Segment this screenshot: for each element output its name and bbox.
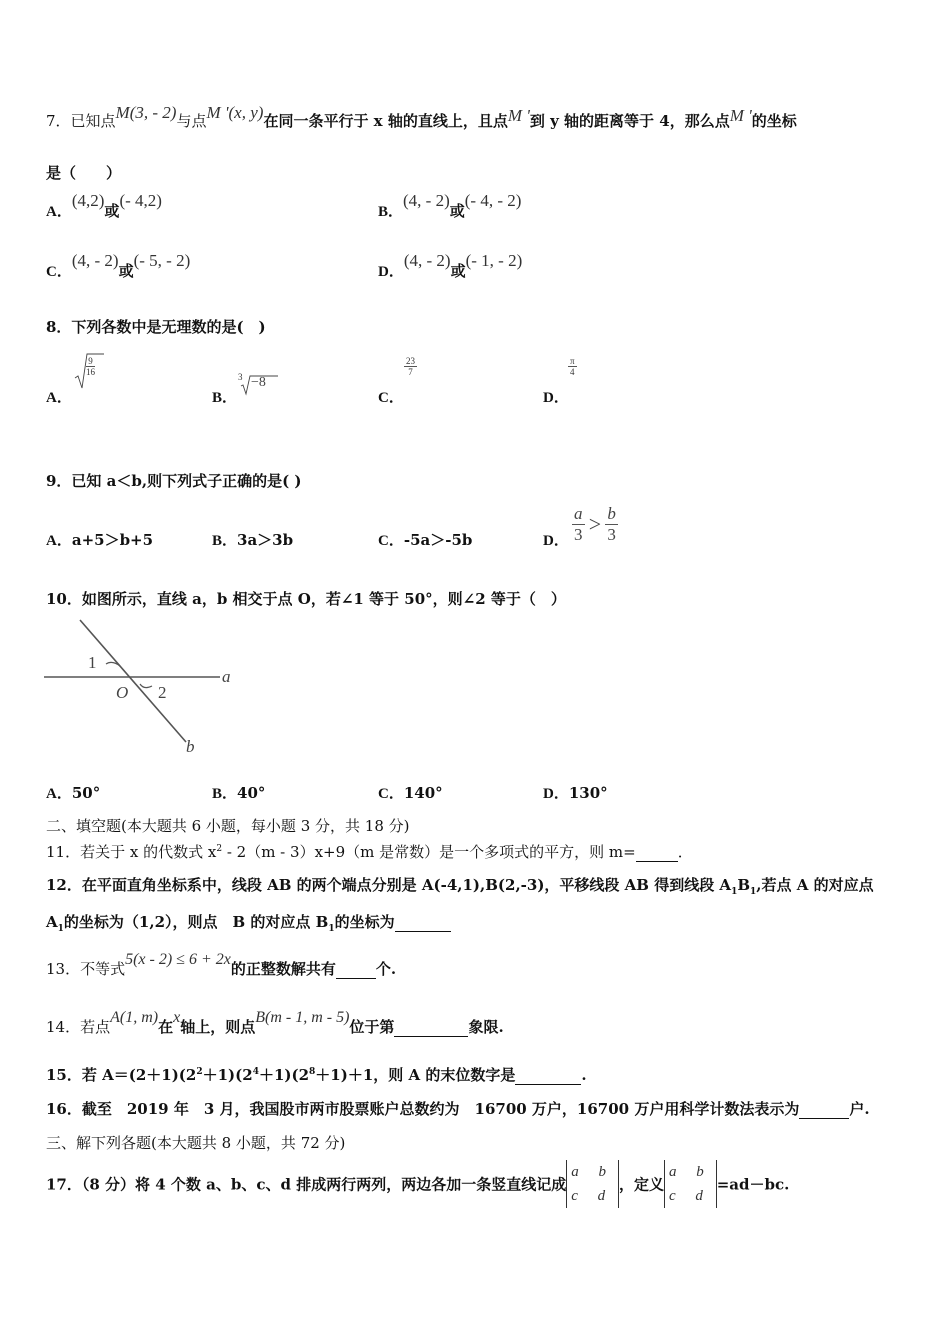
q15-answer-blank[interactable] <box>515 1066 581 1085</box>
q14-stem: 14．若点A(1, m)在x轴上，则点B(m - 1, m - 5)位于第 象限. <box>46 1009 504 1036</box>
q8-stem: 8．下列各数中是无理数的是( ) <box>46 318 266 336</box>
q12-stem-line1: 12．在平面直角坐标系中，线段 AB 的两个端点分别是 A(-4,1),B(2,-3)，平移线段 AB 得到线段 $A_1B_1$,若点 A 的对应点 <box>46 876 874 897</box>
q16-answer-blank[interactable] <box>799 1100 849 1119</box>
section3-heading: 三、解下列各题(本大题共 8 小题，共 72 分) <box>46 1134 346 1152</box>
q9-option-d[interactable]: D． <box>543 533 569 549</box>
q17-stem: 17．（8 分）将 4 个数 a、b、c、d 排成两行两列，两边各加一条竖直线记成 a b c d ，定义 a b c d =ad－bc. <box>46 1160 789 1208</box>
q10-stem: 10．如图所示，直线 a，b 相交于点 O，若∠1 等于 50°，则∠2 等于（ ） <box>46 590 566 608</box>
line-a-label: a <box>222 667 231 686</box>
q7-stem-line2: 是（ ） <box>46 164 122 182</box>
q7-option-a[interactable]: A．(4,2)或(- 4,2) <box>46 191 162 220</box>
q7-stem: 7．已知点M(3, - 2)与点M '(x, y)在同一条平行于 x 轴的直线上，且点M '到 y 轴的距离等于 4，那么点M '的坐标 <box>46 103 797 130</box>
line-b-label: b <box>186 737 195 756</box>
angle2-arc <box>140 684 152 688</box>
determinant-notation: a b c d <box>566 1160 619 1208</box>
q7-option-d[interactable]: D．(4, - 2)或(- 1, - 2) <box>378 251 523 280</box>
angle1-label: 1 <box>88 653 97 672</box>
q8-option-d[interactable]: D． <box>543 390 569 406</box>
q8-option-c[interactable]: C． <box>378 390 404 406</box>
line-b <box>80 620 186 742</box>
q15-stem: 15．若 $A=(2+1)(2^2+1)(2^4+1)(2^8+1)+1$，则 A 的末位数字是 . <box>46 1066 587 1084</box>
q13-stem: 13．不等式5(x - 2) ≤ 6 + 2x的正整数解共有 个. <box>46 951 397 978</box>
q12-stem-line2: $A_1$的坐标为（1,2），则点 B 的对应点 $B_1$的坐标为 <box>46 911 451 934</box>
q8-option-a[interactable]: A． <box>46 390 72 406</box>
angle2-label: 2 <box>158 683 167 702</box>
q9-option-c[interactable]: C．-5a＞-5b <box>378 531 473 549</box>
q10-option-c[interactable]: C．140° <box>378 784 443 802</box>
determinant-definition: a b c d <box>664 1160 717 1208</box>
q11-stem: 11．若关于 x 的代数式 $x^2 - 2(m - 3)x+9(m$ 是常数）是一个多项式的平方，则 m= ． <box>46 843 693 861</box>
q16-stem: 16．截至 2019 年 3 月，我国股市两市股票账户总数约为 16700 万户，16700 万户用科学计数法表示为 户. <box>46 1100 870 1118</box>
q8-a-sqrt: $\frac{9}{16}$ <box>74 352 104 394</box>
q12-answer-blank[interactable] <box>395 913 451 932</box>
q8-c-fraction: $\frac{23}{7}$ <box>406 356 415 377</box>
q10-option-b[interactable]: B．40° <box>212 784 266 802</box>
q13-answer-blank[interactable] <box>336 960 376 979</box>
q10-figure <box>44 618 244 758</box>
q7-option-b[interactable]: B．(4, - 2)或(- 4, - 2) <box>378 191 522 220</box>
q9-option-a[interactable]: A．a+5＞b+5 <box>46 531 154 549</box>
q7-option-c[interactable]: C．(4, - 2)或(- 5, - 2) <box>46 251 191 280</box>
q8-option-b[interactable]: B． <box>212 390 238 406</box>
q11-answer-blank[interactable] <box>636 843 678 862</box>
q14-answer-blank[interactable] <box>394 1018 468 1037</box>
origin-label: O <box>116 683 129 702</box>
q10-option-d[interactable]: D．130° <box>543 784 608 802</box>
q9-d-expression: $\frac{a}{3}$ > $\frac{b}{3}$ <box>574 504 616 544</box>
q9-option-b[interactable]: B．3a＞3b <box>212 531 294 549</box>
q9-stem: 9．已知 a＜b,则下列式子正确的是( ) <box>46 472 302 490</box>
section2-heading: 二、填空题(本大题共 6 小题，每小题 3 分，共 18 分) <box>46 817 410 835</box>
q8-d-fraction: $\frac{\pi}{4}$ <box>570 356 575 377</box>
q10-option-a[interactable]: A．50° <box>46 784 101 802</box>
